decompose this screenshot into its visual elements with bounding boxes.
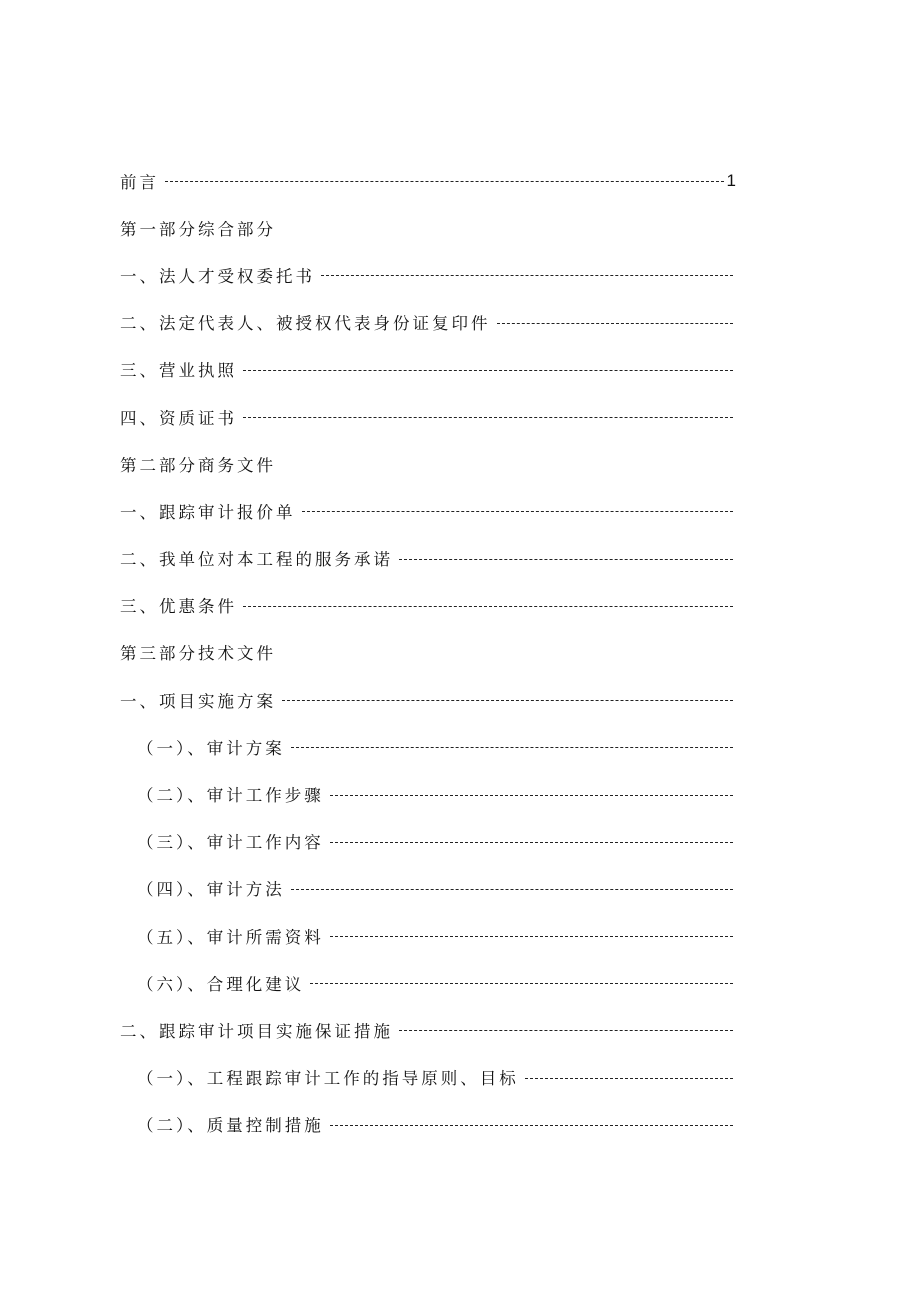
toc-dot-leader xyxy=(330,1125,733,1126)
toc-entry[interactable] xyxy=(120,912,736,959)
toc-entry[interactable] xyxy=(120,676,736,723)
toc-entry-title: 二、我单位对本工程的服务承诺 xyxy=(120,550,393,570)
toc-entry[interactable] xyxy=(120,1054,736,1101)
toc-dot-leader xyxy=(291,889,733,890)
toc-entry-title: 三、优惠条件 xyxy=(120,597,237,617)
toc-entry-title: 二、法定代表人、被授权代表身份证复印件 xyxy=(120,314,491,334)
toc-entry-title: 前言 xyxy=(120,172,159,192)
toc-entry[interactable] xyxy=(120,487,736,534)
toc-entry-title: 第三部分技术文件 xyxy=(120,644,276,664)
toc-entry-title: （三）、审计工作内容 xyxy=(137,833,324,853)
toc-dot-leader xyxy=(243,417,733,418)
toc-entry-title: （四）、审计方法 xyxy=(137,880,285,900)
toc-entry[interactable] xyxy=(120,299,736,346)
toc-entry[interactable] xyxy=(120,629,736,676)
toc-dot-leader xyxy=(291,747,733,748)
toc-entry[interactable] xyxy=(120,251,736,298)
toc-entry[interactable] xyxy=(120,393,736,440)
toc-dot-leader xyxy=(399,559,733,560)
toc-entry[interactable] xyxy=(120,157,736,204)
toc-dot-leader xyxy=(330,842,733,843)
toc-entry-title: （二）、审计工作步骤 xyxy=(137,786,324,806)
toc-dot-leader xyxy=(243,370,733,371)
toc-page-number: 1 xyxy=(726,170,736,190)
toc-entry-title: 一、项目实施方案 xyxy=(120,691,276,711)
toc-dot-leader xyxy=(302,511,734,512)
toc-entry-title: 第二部分商务文件 xyxy=(120,455,276,475)
toc-entry-title: 一、法人才受权委托书 xyxy=(120,266,315,286)
toc-dot-leader xyxy=(282,700,733,701)
toc-dot-leader xyxy=(165,181,724,182)
toc-entry-title: 四、资质证书 xyxy=(120,408,237,428)
toc-entry-title: 第一部分综合部分 xyxy=(120,219,276,239)
toc-entry-title: （五）、审计所需资料 xyxy=(137,927,324,947)
table-of-contents xyxy=(120,157,736,1148)
toc-dot-leader xyxy=(525,1078,733,1079)
toc-entry[interactable] xyxy=(120,582,736,629)
toc-entry-title: （二）、质量控制措施 xyxy=(137,1116,324,1136)
toc-dot-leader xyxy=(497,323,734,324)
toc-entry[interactable] xyxy=(120,959,736,1006)
toc-entry-title: 二、跟踪审计项目实施保证措施 xyxy=(120,1021,393,1041)
toc-entry[interactable] xyxy=(120,1101,736,1148)
toc-entry[interactable] xyxy=(120,865,736,912)
toc-entry[interactable] xyxy=(120,535,736,582)
toc-entry[interactable] xyxy=(120,440,736,487)
toc-entry-title: （六）、合理化建议 xyxy=(137,974,305,994)
toc-entry[interactable] xyxy=(120,1006,736,1053)
toc-entry[interactable] xyxy=(120,204,736,251)
toc-entry-title: 三、营业执照 xyxy=(120,361,237,381)
toc-dot-leader xyxy=(330,795,733,796)
toc-entry[interactable] xyxy=(120,818,736,865)
toc-dot-leader xyxy=(321,275,733,276)
toc-entry-title: （一）、工程跟踪审计工作的指导原则、目标 xyxy=(137,1069,519,1089)
toc-dot-leader xyxy=(399,1030,733,1031)
toc-entry[interactable] xyxy=(120,723,736,770)
toc-dot-leader xyxy=(310,983,733,984)
toc-entry[interactable] xyxy=(120,346,736,393)
toc-entry-title: （一）、审计方案 xyxy=(137,738,285,758)
toc-entry-title: 一、跟踪审计报价单 xyxy=(120,502,296,522)
toc-entry[interactable] xyxy=(120,770,736,817)
toc-dot-leader xyxy=(243,606,733,607)
toc-dot-leader xyxy=(330,936,733,937)
